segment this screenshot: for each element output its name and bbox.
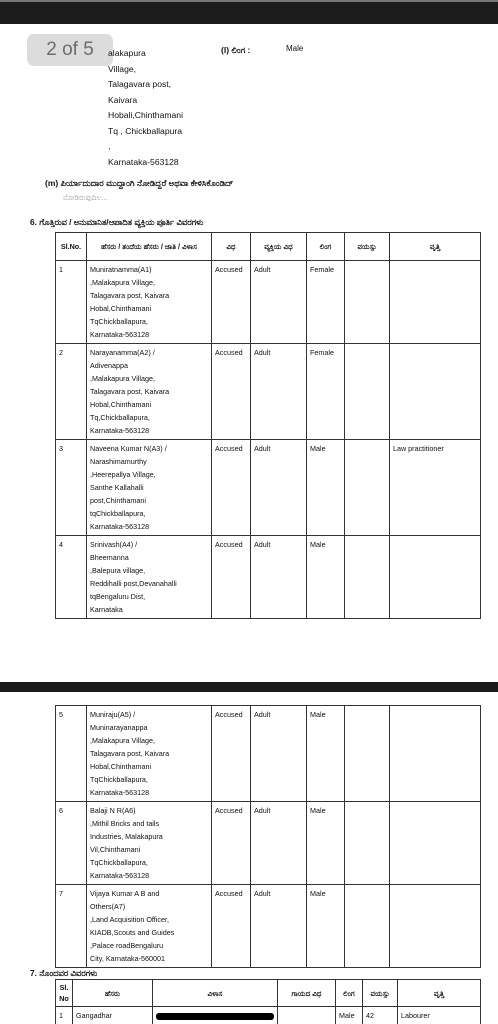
accused-occupation — [390, 802, 481, 885]
witness-question-value: ನೋಡಿರುವುದಿಲ... — [63, 193, 108, 202]
accused-gender: Male — [307, 802, 345, 885]
detail-line: Santhe Kallahalli — [90, 483, 144, 492]
accused-table-continued — [55, 705, 481, 968]
person-type: Adult — [251, 261, 307, 344]
detail-line: ,Palace roadBengaluru — [90, 941, 164, 950]
detail-line: tqChickballapura, — [90, 509, 146, 518]
detail-line: Balaji N R(A6) — [90, 806, 136, 815]
detail-line: Talagavara post, Kaivara — [90, 291, 170, 300]
accused-type: Accused — [212, 885, 251, 968]
detail-line: post,Chinthamani — [90, 496, 146, 505]
accused-details — [87, 706, 212, 802]
table-row — [56, 261, 481, 344]
accused-age — [345, 536, 390, 619]
detail-line: Naveena Kumar N(A3) / — [90, 444, 167, 453]
address-line: alakapura — [108, 48, 146, 58]
accused-occupation — [390, 706, 481, 802]
detail-line: Tq,Chickballapura, — [90, 413, 150, 422]
person-type: Adult — [251, 706, 307, 802]
detail-line: ,Balepura village, — [90, 566, 146, 575]
section-7-title: 7. ನೊಂದವರ ವಿವರಗಳು — [30, 968, 98, 978]
accused-type: Accused — [212, 706, 251, 802]
detail-line: Karnataka-563128 — [90, 788, 150, 797]
detail-line: ,Mithil Bricks and tails — [90, 819, 160, 828]
page-indicator: 2 of 5 — [27, 34, 113, 66]
victim-age: 42 — [363, 1007, 398, 1024]
accused-age — [345, 344, 390, 440]
detail-line: Karnataka-563128 — [90, 871, 150, 880]
detail-line: Narashimamurthy — [90, 457, 147, 466]
address-line: Talagavara post, — [108, 79, 172, 89]
accused-gender: Male — [307, 536, 345, 619]
header-sl-no: Sl. No — [56, 980, 73, 1007]
detail-line: Karnataka — [90, 605, 123, 614]
address-line: Tq , Chickballapura — [108, 125, 183, 136]
accused-details — [87, 885, 212, 968]
person-type: Adult — [251, 536, 307, 619]
accused-occupation: Law practitioner — [390, 440, 481, 536]
accused-gender: Male — [307, 885, 345, 968]
detail-line: Vil,Chinthamani — [90, 845, 141, 854]
detail-line: Reddihalli post,Devanahalli — [90, 579, 177, 588]
detail-line: Muninarayanappa — [90, 723, 148, 732]
detail-line: Adivenappa — [90, 361, 128, 370]
document-page-2[interactable] — [0, 692, 498, 1024]
table-row — [56, 802, 481, 885]
detail-line: Narayanamma(A2) / — [90, 348, 155, 357]
address-line: , — [108, 141, 111, 151]
table-row — [56, 706, 481, 802]
accused-details — [87, 344, 212, 440]
header-type: ವಿಧ — [212, 233, 251, 261]
accused-type: Accused — [212, 344, 251, 440]
accused-occupation — [390, 536, 481, 619]
header-person-type: ವ್ಯಕ್ತಿಯ ವಿಧ — [251, 233, 307, 261]
row-number: 4 — [56, 536, 87, 619]
detail-line: Vijaya Kumar A B and — [90, 889, 160, 898]
complainant-address — [108, 46, 183, 170]
detail-line: Bheemanna — [90, 553, 129, 562]
accused-gender: Female — [307, 344, 345, 440]
victim-address — [153, 1007, 278, 1024]
accused-details — [87, 261, 212, 344]
accused-details — [87, 802, 212, 885]
accused-gender: Male — [307, 440, 345, 536]
detail-line: Talagavara post, Kaivara — [90, 387, 170, 396]
accused-type: Accused — [212, 440, 251, 536]
detail-line: ,Land Acquisition Officer, — [90, 915, 169, 924]
detail-line: tqBengaluru Dist, — [90, 592, 146, 601]
detail-line: Talagavara post, Kaivara — [90, 749, 170, 758]
address-line: Hobali,Chinthamani — [108, 110, 183, 120]
detail-line: Muniraju(A5) / — [90, 710, 136, 719]
accused-age — [345, 440, 390, 536]
detail-line: Karnataka-563128 — [90, 426, 150, 435]
accused-gender: Male — [307, 706, 345, 802]
gender-label: (l) ಲಿಂಗ : — [221, 45, 251, 55]
detail-line: ,Malakapura Village, — [90, 374, 155, 383]
detail-line: KIADB,Scouts and Guides — [90, 928, 175, 937]
detail-line: Hobal,Chinthamani — [90, 304, 152, 313]
person-type: Adult — [251, 802, 307, 885]
row-number: 6 — [56, 802, 87, 885]
accused-occupation — [390, 261, 481, 344]
header-occupation: ವೃತ್ತಿ — [390, 233, 481, 261]
detail-line: Hobal,Chinthamani — [90, 762, 152, 771]
table-row — [56, 344, 481, 440]
viewer-top-bar — [0, 0, 498, 24]
header-name: ಹೆಸರು — [73, 980, 153, 1007]
accused-gender: Female — [307, 261, 345, 344]
header-injury-type: ಗಾಯದ ವಿಧ — [278, 980, 336, 1007]
witness-question-label: (m) ಪಿರ್ಯಾದುದಾರ ಮುದ್ದಾಂಗಿ ನೋಡಿದ್ದರೆ ಅಥವಾ ಕೇಳಿಸಿಕೊಂಡಿದ್ — [45, 178, 234, 188]
victim-gender: Male — [336, 1007, 363, 1024]
detail-line: ,Heerepallya Village, — [90, 470, 156, 479]
redaction-mark — [156, 1013, 274, 1020]
header-name-address: ಹೆಸರು / ತಂದೆಯ ಹೆಸರು / ಜಾತಿ / ವಿಳಾಸ — [87, 233, 212, 261]
accused-age — [345, 885, 390, 968]
accused-occupation — [390, 885, 481, 968]
person-type: Adult — [251, 440, 307, 536]
accused-age — [345, 261, 390, 344]
detail-line: Muniratnamma(A1) — [90, 265, 152, 274]
gender-value: Male — [286, 44, 304, 53]
header-age: ವಯಸ್ಸು — [345, 233, 390, 261]
document-page-1[interactable] — [0, 24, 498, 682]
victim-occupation: Labourer — [398, 1007, 481, 1024]
address-line: Village, — [108, 63, 137, 74]
victim-name: Gangadhar — [73, 1007, 153, 1024]
header-gender: ಲಿಂಗ — [336, 980, 363, 1007]
accused-table — [55, 232, 481, 619]
table-row — [56, 1007, 481, 1024]
accused-type: Accused — [212, 261, 251, 344]
section-6-title: 6. ಗೊತ್ತಿರುವ / ಅನುಮಾನಿತ/ಆಪಾದಿತ ವ್ಯಕ್ತಿಯ ಪೂರ್ತಿ ವಿವರಗಳು — [30, 217, 204, 227]
detail-line: ,Malakapura Village, — [90, 278, 155, 287]
detail-line: TqChickballapura, — [90, 775, 148, 784]
accused-type: Accused — [212, 802, 251, 885]
detail-line: Karnataka-563128 — [90, 330, 150, 339]
header-age: ವಯಸ್ಸು — [363, 980, 398, 1007]
detail-line: Hobal,Chinthamani — [90, 400, 152, 409]
row-number: 5 — [56, 706, 87, 802]
accused-details — [87, 440, 212, 536]
table-row — [56, 885, 481, 968]
detail-line: Others(A7) — [90, 902, 126, 911]
row-number: 1 — [56, 1007, 73, 1024]
accused-age — [345, 802, 390, 885]
detail-line: TqChickballapura, — [90, 858, 148, 867]
row-number: 7 — [56, 885, 87, 968]
table-row — [56, 536, 481, 619]
victim-injury-type — [278, 1007, 336, 1024]
detail-line: ,Malakapura Village, — [90, 736, 155, 745]
table-row — [56, 440, 481, 536]
accused-type: Accused — [212, 536, 251, 619]
row-number: 3 — [56, 440, 87, 536]
accused-occupation — [390, 344, 481, 440]
detail-line: TqChickballapura, — [90, 317, 148, 326]
person-type: Adult — [251, 885, 307, 968]
header-address: ವಿಳಾಸ — [153, 980, 278, 1007]
header-gender: ಲಿಂಗ — [307, 233, 345, 261]
address-line: Kaivara — [108, 94, 138, 105]
viewer-top-line — [0, 0, 498, 2]
row-number: 1 — [56, 261, 87, 344]
detail-line: Industries, Malakapura — [90, 832, 163, 841]
address-line: Karnataka-563128 — [108, 156, 179, 167]
header-occupation: ವೃತ್ತಿ — [398, 980, 481, 1007]
header-sl-no: Sl.No. — [56, 233, 87, 261]
row-number: 2 — [56, 344, 87, 440]
person-type: Adult — [251, 344, 307, 440]
accused-age — [345, 706, 390, 802]
detail-line: Srinivash(A4) / — [90, 540, 138, 549]
accused-details — [87, 536, 212, 619]
victims-table — [55, 979, 481, 1024]
detail-line: Karnataka-563128 — [90, 522, 150, 531]
detail-line: City, Karnataka-560001 — [90, 954, 165, 963]
